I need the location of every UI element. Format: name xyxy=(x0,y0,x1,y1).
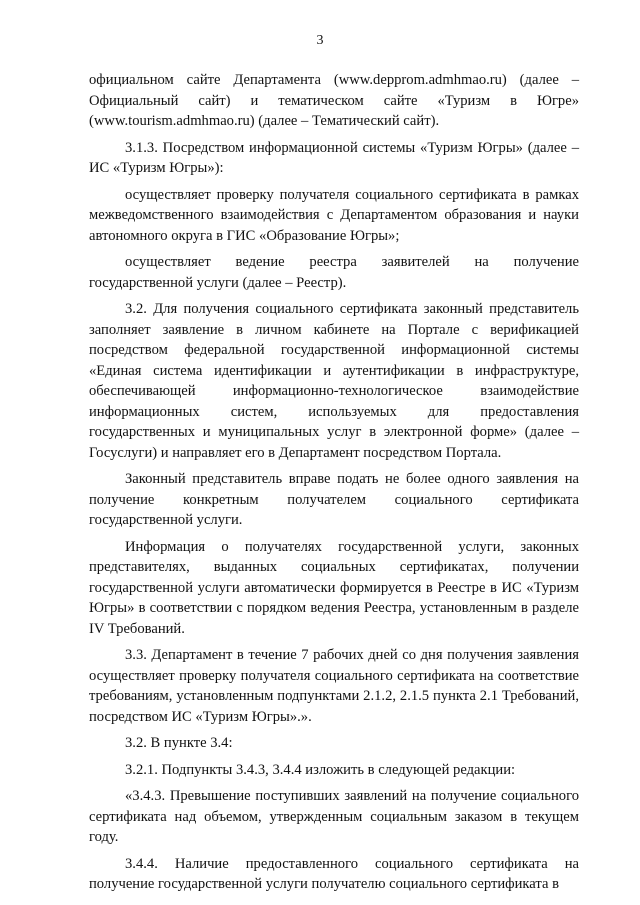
paragraph-3-3: 3.3. Департамент в течение 7 рабочих дней со дня получения заявления осуществляет проверку получателя социального сертификата на соответствие требованиям, установленным подпунктами 2.1.2, 2.1.5 пункта 2.1 Требований, посредством ИС «Туризм Югры».». xyxy=(89,647,579,725)
paragraph-clause-3-4: 3.2. В пункте 3.4: xyxy=(125,735,233,751)
paragraph-3-2: 3.2. Для получения социального сертификата законный представитель заполняет заявление в личном кабинете на Портале с верификацией посредством федеральной государственной информационной системы «Единая система идентификации и аутентификации в инфраструктуре, обеспечивающей информационно-технологическое взаимодействие информационных систем, используемых для предоставления государственных и муниципальных услуг в электронной форме» (далее – Госуслуги) и направляет его в Департамент посредством Портала. xyxy=(89,301,579,461)
paragraph-verification: осуществляет проверку получателя социального сертификата в рамках межведомственного взаимодействия с Департаментом образования и науки автономного округа в ГИС «Образование Югры»; xyxy=(89,186,579,244)
paragraph-3-4-4: 3.4.4. Наличие предоставленного социального сертификата на получение государственной услуги получателю социального сертификата в xyxy=(89,855,579,892)
paragraph-information: Информация о получателях государственной услуги, законных представителях, выданных социальных сертификатах, получении государственной услуги автоматически формируется в Реестре в ИС «Туризм Югры» в соответствии с порядком ведения Реестра, установленным в разделе IV Требований. xyxy=(89,538,579,637)
paragraph-3-2-1: 3.2.1. Подпункты 3.4.3, 3.4.4 изложить в следующей редакции: xyxy=(125,761,516,778)
document-body xyxy=(89,70,579,901)
paragraph-3-4-3: «3.4.3. Превышение поступивших заявлений на получение социального сертификата над объемом, утвержденным социальным заказом в текущем году. xyxy=(89,788,579,845)
paragraph-one-application: Законный представитель вправе подать не более одного заявления на получение конкретным получателем социального сертификата государственной услуги. xyxy=(89,471,579,528)
paragraph-3-1-3: 3.1.3. Посредством информационной системы «Туризм Югры» (далее – ИС «Туризм Югры»): xyxy=(89,139,579,176)
page-number: 3 xyxy=(316,33,324,48)
paragraph-registry: осуществляет ведение реестра заявителей на получение государственной услуги (далее – Реестр). xyxy=(89,254,579,291)
paragraph-official-site: официальном сайте Департамента (www.depprom.admhmao.ru) (далее – Официальный сайт) и тематическом сайте «Туризм в Югре» (www.tourism.admhmao.ru) (далее – Тематический сайт). xyxy=(89,72,579,129)
